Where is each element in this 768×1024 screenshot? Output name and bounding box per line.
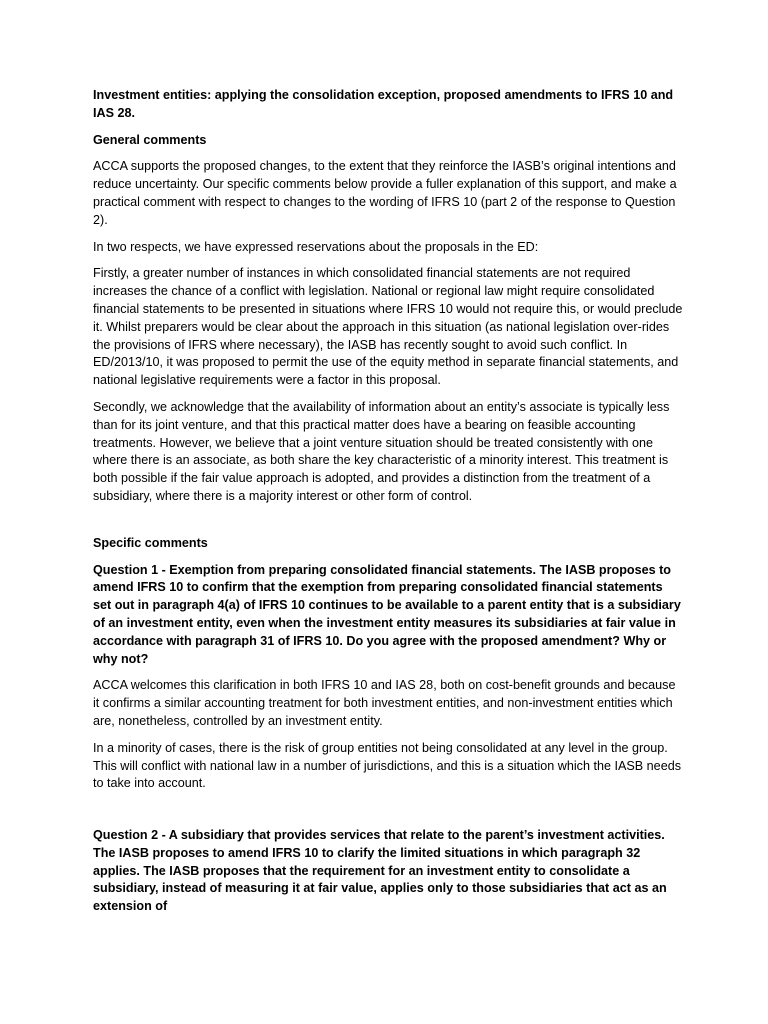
answer-1-paragraph-2: In a minority of cases, there is the risk of group entities not being consolidated at any level in the group. This will conflict with national law in a number of jurisdictions, and this is a situation which the IASB needs to take into account. (93, 740, 681, 791)
general-paragraph-3: Firstly, a greater number of instances in which consolidated financial statements are not required increases the chance of a conflict with legislation. National or regional law might require consolidated financial statements to be presented in situations where IFRS 10 would not require this, or would preclude it. Whilst preparers would be clear about the approach in this situation (as national legislation over-rides the provisions of IFRS where necessary), the IASB has recently sought to avoid such conflict. In ED/2013/10, it was proposed to permit the use of the equity method in separate financial statements, and national legislative requirements were a factor in this proposal. (93, 266, 683, 388)
specific-comments-heading: Specific comments (93, 535, 208, 550)
general-paragraph-4: Secondly, we acknowledge that the availability of information about an entity’s associate is typically less than for its joint venture, and that this practical matter does have a bearing on feasible accounting treatments. However, we believe that a joint venture situation should be treated consistently with one where there is an associate, as both share the key characteristic of a minority interest. This treatment is both possible if the fair value approach is adopted, and provides a distinction from the treatment of a subsidiary, where there is a majority interest or other form of control. (93, 399, 670, 503)
question-2: Question 2 - A subsidiary that provides services that relate to the parent’s investment activities. The IASB proposes to amend IFRS 10 to clarify the limited situations in which paragraph 32 applies. The IASB proposes that the requirement for an investment entity to consolidate a subsidiary, instead of measuring it at fair value, applies only to those subsidiaries that act as an extension of (93, 828, 667, 914)
general-comments-heading: General comments (93, 132, 207, 147)
general-paragraph-2: In two respects, we have expressed reservations about the proposals in the ED: (93, 239, 539, 254)
question-1: Question 1 - Exemption from preparing consolidated financial statements. The IASB proposes to amend IFRS 10 to confirm that the exemption from preparing consolidated financial statements set out in paragraph 4(a) of IFRS 10 continues to be available to a parent entity that is a subsidiary of an investment entity, even when the investment entity measures its subsidiaries at fair value in accordance with paragraph 31 of IFRS 10. Do you agree with the proposed amendment? Why or why not? (93, 562, 681, 666)
document-page (93, 87, 683, 925)
document-title: Investment entities: applying the consolidation exception, proposed amendments to IFRS 10 and IAS 28. (93, 88, 674, 120)
general-paragraph-1: ACCA supports the proposed changes, to the extent that they reinforce the IASB’s original intentions and reduce uncertainty. Our specific comments below provide a fuller explanation of this support, and make a practical comment with respect to changes to the wording of IFRS 10 (part 2 of the response to Question 2). (93, 159, 677, 227)
answer-1-paragraph-1: ACCA welcomes this clarification in both IFRS 10 and IAS 28, both on cost-benefit grounds and because it confirms a similar accounting treatment for both investment entities, and non-investment entities which are, nonetheless, controlled by an investment entity. (93, 678, 676, 728)
